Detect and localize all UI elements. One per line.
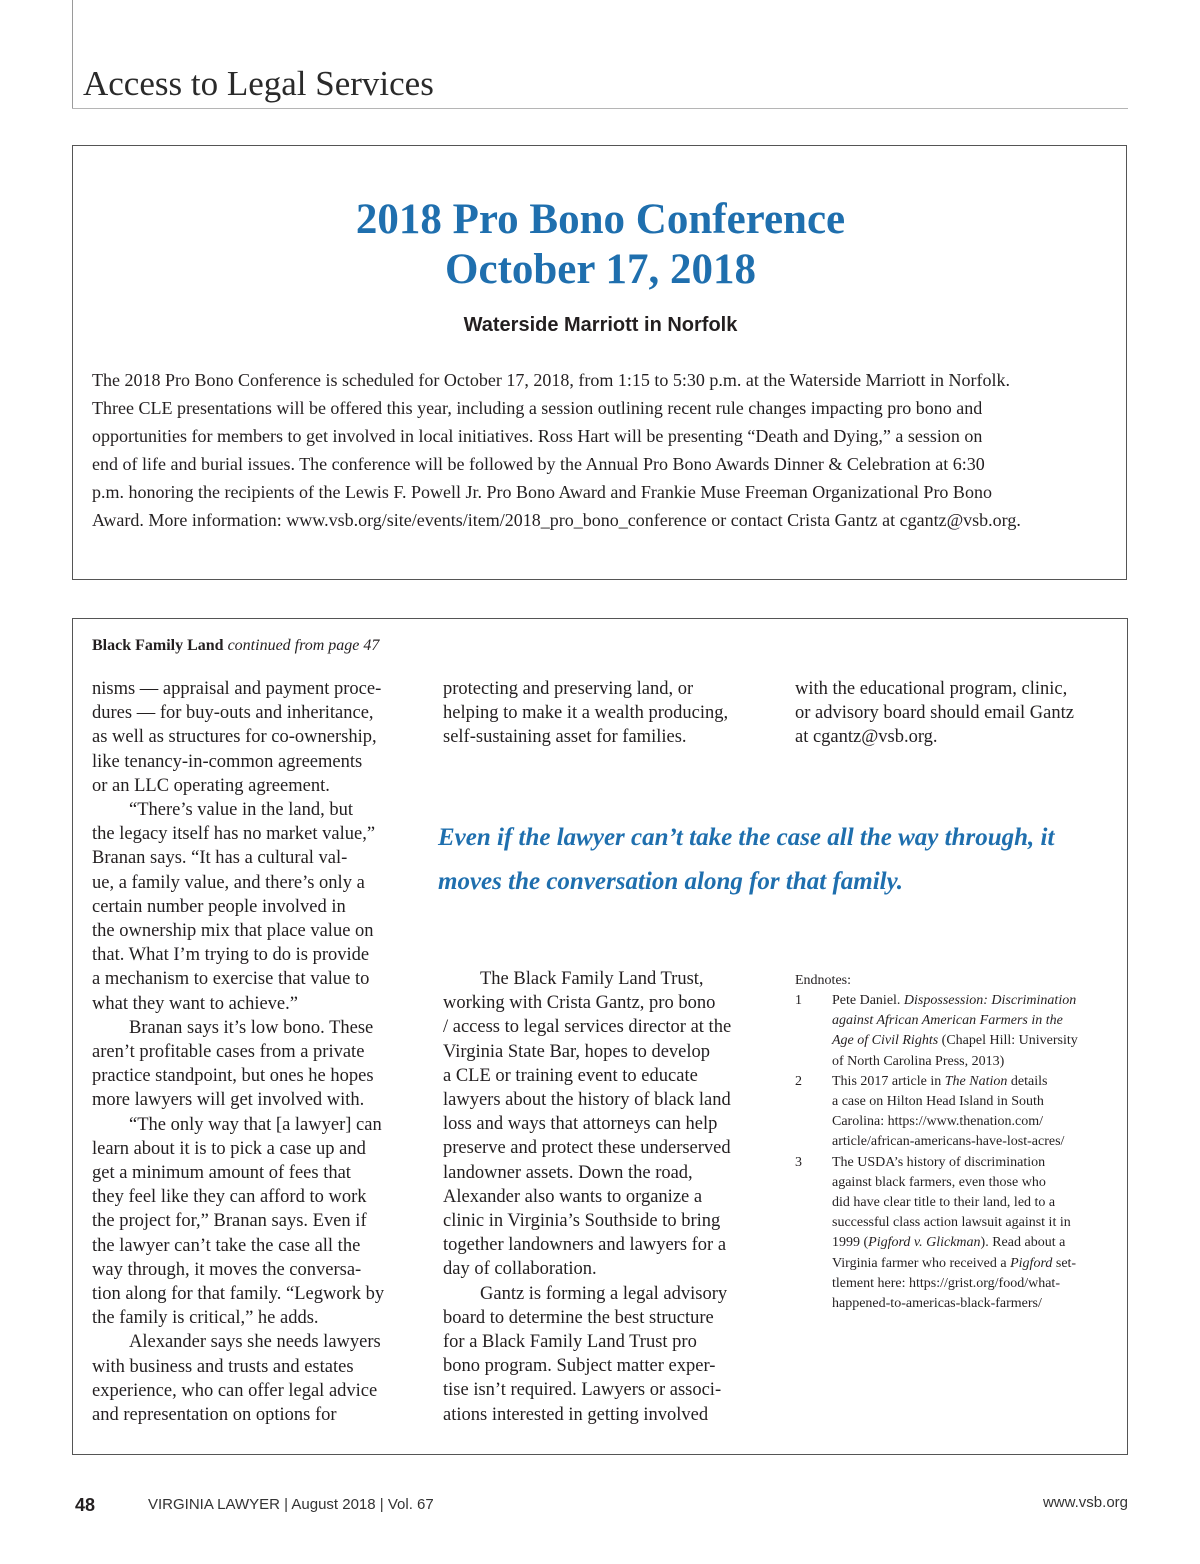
column-line: the project for,” Branan says. Even if (92, 1211, 367, 1232)
endnote-line: against black farmers, even those who (832, 1174, 1046, 1190)
endnote-3 (795, 1153, 1115, 1315)
column-line: “The only way that [a lawyer] can (129, 1114, 382, 1135)
continued-title: Black Family Land (92, 637, 224, 654)
column-line: with the educational program, clinic, (795, 679, 1068, 699)
website-link[interactable]: www.vsb.org (1042, 1494, 1128, 1511)
column-line: clinic in Virginia’s Southside to bring (443, 1211, 721, 1232)
page-number: 48 (75, 1495, 96, 1515)
column-line: get a minimum amount of fees that (92, 1163, 351, 1184)
column-line: the legacy itself has no market value,” (92, 824, 376, 845)
column-line: aren’t profitable cases from a private (92, 1042, 365, 1063)
endnote-number: 2 (795, 1073, 802, 1089)
endnote-line: 1999 (Pigford v. Glickman). Read about a (832, 1235, 1066, 1251)
endnote-line: Pete Daniel. Dispossession: Discrimination (832, 993, 1077, 1008)
article-column-1 (92, 677, 384, 1427)
column-line: dures — for buy-outs and inheritance, (92, 703, 374, 724)
column-line: bono program. Subject matter exper- (443, 1356, 716, 1377)
endnote-number: 1 (795, 993, 802, 1008)
article-column-2-top (443, 677, 728, 750)
section-title: Access to Legal Services (83, 64, 434, 103)
header-rule (72, 108, 1128, 109)
conference-body-line: The 2018 Pro Bono Conference is scheduled for October 17, 2018, from 1:15 to 5:30 p.m. at the Waterside Marriott in Norfolk. (92, 370, 1011, 390)
header-vertical-rule (72, 0, 73, 108)
endnote-line: The USDA’s history of discrimination (832, 1154, 1046, 1170)
conference-venue: Waterside Marriott in Norfolk (463, 314, 738, 336)
endnote-line: Virginia farmer who received a Pigford set- (832, 1255, 1077, 1271)
column-line: nisms — appraisal and payment proce- (92, 679, 382, 699)
column-line: ue, a family value, and there’s only a (92, 872, 365, 893)
column-line: Gantz is forming a legal advisory (480, 1283, 728, 1304)
column-line: Branan says it’s low bono. These (129, 1017, 374, 1038)
column-line: / access to legal services director at the (443, 1017, 732, 1038)
column-line: a CLE or training event to educate (443, 1065, 698, 1086)
article-column-2-bottom (443, 967, 731, 1427)
column-line: what they want to achieve.” (92, 993, 298, 1014)
column-line: with business and trusts and estates (92, 1356, 354, 1377)
article-box (72, 618, 1128, 1455)
column-line: certain number people involved in (92, 896, 346, 917)
continued-note: continued from page 47 (227, 637, 380, 654)
column-line: self-sustaining asset for families. (443, 727, 687, 748)
pull-quote-line: moves the conversation along for that family. (438, 868, 904, 895)
column-line: like tenancy-in-common agreements (92, 751, 363, 772)
column-line: Alexander also wants to organize a (443, 1186, 703, 1207)
endnote-number: 3 (795, 1154, 802, 1170)
column-line: that. What I’m trying to do is provide (92, 945, 370, 966)
column-line: as well as structures for co-ownership, (92, 727, 377, 748)
column-line: the family is critical,” he adds. (92, 1308, 319, 1329)
magazine-info: VIRGINIA LAWYER | August 2018 | Vol. 67 (148, 1496, 434, 1513)
column-line: Branan says. “It has a cultural val- (92, 848, 348, 869)
endnote-line: happened-to-americas-black-farmers/ (832, 1296, 1042, 1312)
column-line: the ownership mix that place value on (92, 921, 374, 942)
column-line: a mechanism to exercise that value to (92, 969, 370, 990)
column-line: The Black Family Land Trust, (480, 969, 704, 989)
conference-title: 2018 Pro Bono Conference (355, 196, 846, 243)
column-line: lawyers about the history of black land (443, 1090, 731, 1111)
conference-box (72, 145, 1127, 580)
endnote-line: Age of Civil Rights (Chapel Hill: University (832, 1033, 1078, 1049)
endnote-1 (795, 991, 1115, 1072)
column-line: ations interested in getting involved (443, 1404, 709, 1425)
endnote-line: did have clear title to their land, led to a (832, 1195, 1056, 1211)
conference-body-line: Award. More information: www.vsb.org/site/events/item/2018_pro_bono_conference or contact Crista Gantz at cgantz@vsb.org. (92, 510, 1021, 530)
column-line: or advisory board should email Gantz (795, 703, 1074, 724)
column-line: day of collaboration. (443, 1259, 597, 1280)
endnote-line: against African American Farmers in the (832, 1013, 1063, 1029)
endnotes (795, 971, 1115, 1314)
column-line: landowner assets. Down the road, (443, 1162, 693, 1183)
conference-date: October 17, 2018 (445, 246, 756, 293)
conference-body-line: opportunities for members to get involved in local initiatives. Ross Hart will be presenting “Death and Dying,” a session on (92, 426, 983, 446)
article-column-3-top (795, 677, 1074, 750)
pull-quote-line: Even if the lawyer can’t take the case all the way through, it (438, 824, 1055, 851)
column-line: the lawyer can’t take the case all the (92, 1235, 361, 1256)
endnote-2 (795, 1072, 1115, 1153)
column-line: tise isn’t required. Lawyers or associ- (443, 1380, 722, 1401)
column-line: way through, it moves the conversa- (92, 1259, 362, 1280)
column-line: Virginia State Bar, hopes to develop (443, 1041, 711, 1062)
column-line: board to determine the best structure (443, 1307, 714, 1328)
endnote-line: tlement here: https://grist.org/food/what- (832, 1275, 1060, 1291)
column-line: protecting and preserving land, or (443, 679, 694, 699)
endnotes-title: Endnotes: (795, 973, 851, 988)
column-line: practice standpoint, but ones he hopes (92, 1066, 374, 1087)
conference-body-line: Three CLE presentations will be offered this year, including a session outlining recent rule changes impacting pro bono and (92, 398, 983, 418)
column-line: tion along for that family. “Legwork by (92, 1284, 385, 1305)
column-line: together landowners and lawyers for a (443, 1235, 727, 1256)
conference-body-line: p.m. honoring the recipients of the Lewis F. Powell Jr. Pro Bono Award and Frankie Muse Freeman Organizational Pro Bono (92, 482, 992, 502)
column-line: and representation on options for (92, 1405, 337, 1426)
endnote-line: article/african-americans-have-lost-acres/ (832, 1134, 1065, 1150)
endnote-line: Carolina: https://www.thenation.com/ (832, 1114, 1044, 1130)
column-line: or an LLC operating agreement. (92, 775, 330, 796)
endnote-line: of North Carolina Press, 2013) (832, 1053, 1005, 1069)
conference-body-line: end of life and burial issues. The conference will be followed by the Annual Pro Bono Awards Dinner & Celebration at 6:30 (92, 454, 985, 474)
column-line: Alexander says she needs lawyers (129, 1332, 381, 1353)
endnote-line: This 2017 article in The Nation details (832, 1073, 1048, 1089)
column-line: working with Crista Gantz, pro bono (443, 993, 716, 1014)
continued-label (92, 635, 379, 657)
column-line: preserve and protect these underserved (443, 1138, 731, 1159)
column-line: more lawyers will get involved with. (92, 1090, 365, 1111)
endnote-line: a case on Hilton Head Island in South (832, 1094, 1044, 1110)
column-line: loss and ways that attorneys can help (443, 1114, 718, 1135)
column-line: helping to make it a wealth producing, (443, 703, 729, 724)
column-line: “There’s value in the land, but (129, 800, 353, 821)
column-line: for a Black Family Land Trust pro (443, 1332, 697, 1353)
column-line: at cgantz@vsb.org. (795, 727, 938, 748)
endnote-line: successful class action lawsuit against it in (832, 1215, 1071, 1231)
column-line: they feel like they can afford to work (92, 1187, 367, 1208)
column-line: experience, who can offer legal advice (92, 1380, 378, 1401)
column-line: learn about it is to pick a case up and (92, 1138, 366, 1159)
